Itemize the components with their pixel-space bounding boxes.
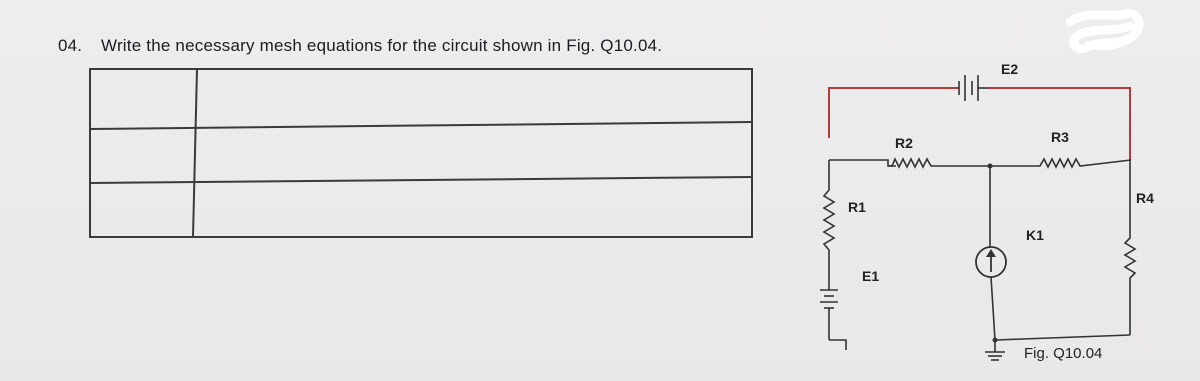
- label-e2: E2: [1001, 61, 1019, 77]
- resistor-r4: [1125, 160, 1135, 335]
- bottom-wire-left: [829, 340, 846, 350]
- figure-caption: Fig. Q10.04: [1024, 345, 1103, 362]
- label-r3: R3: [1051, 129, 1069, 145]
- scribble-mark: [1070, 13, 1139, 48]
- battery-e2: [959, 75, 988, 101]
- resistor-r1: [824, 160, 834, 280]
- question-text: Write the necessary mesh equations for the circuit shown in Fig. Q10.04.: [101, 36, 663, 55]
- question-number: 04.: [58, 36, 83, 55]
- battery-e1: [820, 280, 838, 340]
- table-row-divider: [90, 177, 752, 183]
- source-wire-bottom: [991, 277, 995, 340]
- resistor-r2: [888, 159, 990, 167]
- label-e1: E1: [862, 268, 880, 284]
- label-r4: R4: [1136, 190, 1154, 206]
- top-wire-left: [829, 88, 959, 138]
- label-k1: K1: [1026, 227, 1044, 243]
- table-row-divider: [90, 122, 752, 129]
- label-r1: R1: [848, 199, 866, 215]
- answer-table: [89, 68, 753, 238]
- arrow-up-icon: [986, 249, 996, 272]
- table-border: [90, 69, 752, 237]
- bottom-wire-right: [996, 335, 1130, 340]
- resistor-r3: [990, 159, 1131, 167]
- ground-icon: [985, 340, 1005, 360]
- table-column-divider: [193, 69, 197, 237]
- circuit-diagram: [800, 0, 1200, 381]
- mid-wire-left: [829, 160, 896, 166]
- top-wire-right: [988, 88, 1130, 160]
- label-r2: R2: [895, 135, 913, 151]
